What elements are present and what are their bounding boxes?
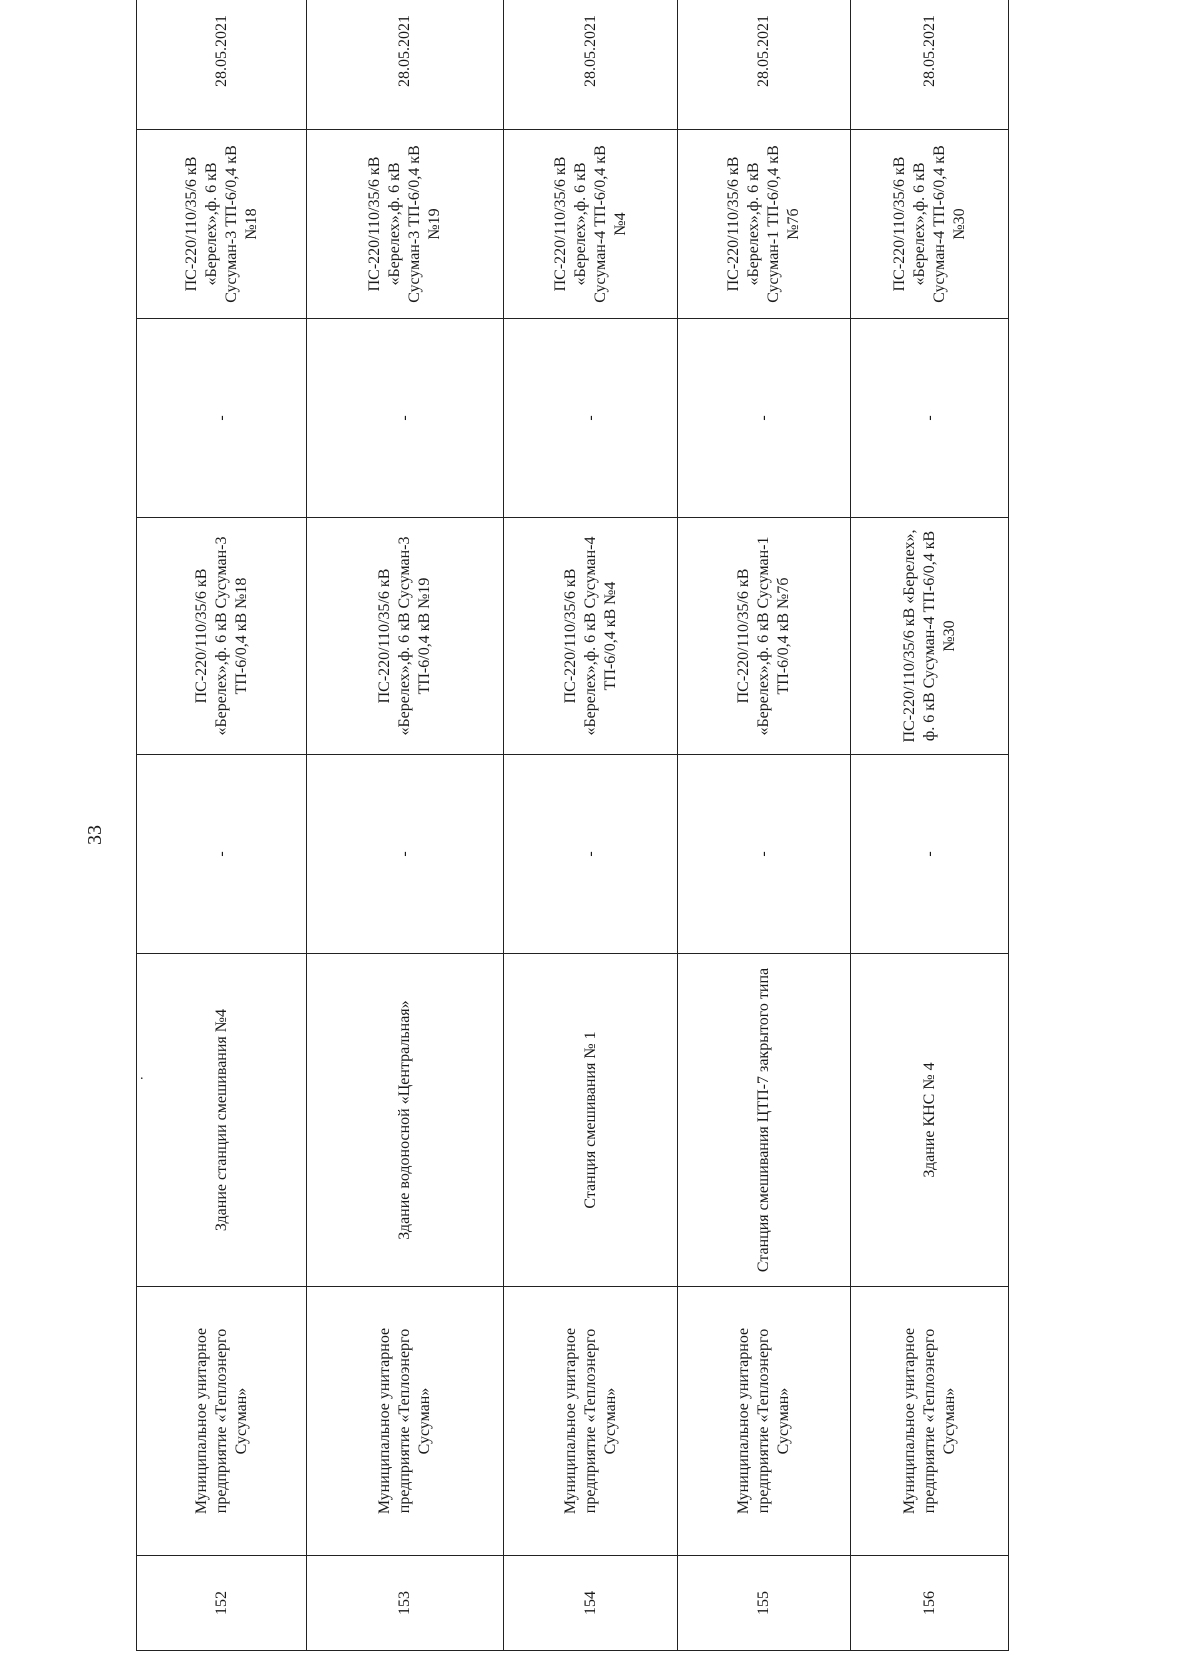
row-number: 156 (851, 1556, 1009, 1651)
empty-value-cell: - (307, 755, 504, 954)
object-name-cell: Станция смешивания ЦТП-7 закрытого типа (678, 954, 851, 1287)
table-row (307, 0, 504, 1651)
date-cell: 28.05.2021 (678, 0, 851, 130)
power-source-cell: ПС-220/110/35/6 кВ «Берелех»,ф. 6 кВ Сусуман-3 ТП-6/0,4 кВ №19 (307, 130, 504, 319)
date-cell: 28.05.2021 (307, 0, 504, 130)
empty-value-cell: - (851, 319, 1009, 518)
organization-cell: Муниципальное унитарное предприятие «Теплоэнерго Сусуман» (137, 1287, 307, 1556)
power-source-cell: ПС-220/110/35/6 кВ «Берелех»,ф. 6 кВ Сусуман-4 ТП-6/0,4 кВ №30 (851, 130, 1009, 319)
empty-value-cell: - (307, 319, 504, 518)
object-name-cell: Станция смешивания № 1 (504, 954, 678, 1287)
organization-cell: Муниципальное унитарное предприятие «Теплоэнерго Сусуман» (851, 1287, 1009, 1556)
empty-value-cell: - (137, 755, 307, 954)
power-source-cell: ПС-220/110/35/6 кВ «Берелех»,ф. 6 кВ Сусуман-4 ТП-6/0,4 кВ №4 (504, 130, 678, 319)
row-number: 153 (307, 1556, 504, 1651)
table-row (504, 0, 678, 1651)
power-source-cell: ПС-220/110/35/6 кВ «Берелех», ф. 6 кВ Сусуман-4 ТП-6/0,4 кВ №30 (851, 518, 1009, 755)
power-source-cell: ПС-220/110/35/6 кВ «Берелех»,ф. 6 кВ Сусуман-3 ТП-6/0,4 кВ №18 (137, 518, 307, 755)
empty-value-cell: - (137, 319, 307, 518)
table-row (678, 0, 851, 1651)
power-source-cell: ПС-220/110/35/6 кВ «Берелех»,ф. 6 кВ Сусуман-3 ТП-6/0,4 кВ №18 (137, 130, 307, 319)
empty-value-cell: - (678, 319, 851, 518)
power-source-cell: ПС-220/110/35/6 кВ «Берелех»,ф. 6 кВ Сусуман-1 ТП-6/0,4 кВ №7б (678, 518, 851, 755)
date-cell: 28.05.2021 (851, 0, 1009, 130)
power-source-cell: ПС-220/110/35/6 кВ «Берелех»,ф. 6 кВ Сусуман-3 ТП-6/0,4 кВ №19 (307, 518, 504, 755)
date-cell: 28.05.2021 (137, 0, 307, 130)
row-number: 154 (504, 1556, 678, 1651)
row-number: 155 (678, 1556, 851, 1651)
row-number: 152 (137, 1556, 307, 1651)
registry-table (136, 0, 1009, 1651)
object-name-cell: Здание КНС № 4 (851, 954, 1009, 1287)
organization-cell: Муниципальное унитарное предприятие «Теплоэнерго Сусуман» (678, 1287, 851, 1556)
object-name-cell: Здание станции смешивания №4 (137, 954, 307, 1287)
empty-value-cell: - (504, 319, 678, 518)
stray-mark: . (140, 1068, 144, 1083)
power-source-cell: ПС-220/110/35/6 кВ «Берелех»,ф. 6 кВ Сусуман-4 ТП-6/0,4 кВ №4 (504, 518, 678, 755)
organization-cell: Муниципальное унитарное предприятие «Теплоэнерго Сусуман» (504, 1287, 678, 1556)
date-cell: 28.05.2021 (504, 0, 678, 130)
power-source-cell: ПС-220/110/35/6 кВ «Берелех»,ф. 6 кВ Сусуман-1 ТП-6/0,4 кВ №7б (678, 130, 851, 319)
page-number: 33 (84, 825, 106, 845)
empty-value-cell: - (851, 755, 1009, 954)
empty-value-cell: - (504, 755, 678, 954)
table-row (137, 0, 307, 1651)
registry-table-container (136, 15, 1008, 1651)
organization-cell: Муниципальное унитарное предприятие «Теплоэнерго Сусуман» (307, 1287, 504, 1556)
object-name-cell: Здание водоносной «Центральная» (307, 954, 504, 1287)
empty-value-cell: - (678, 755, 851, 954)
table-row (851, 0, 1009, 1651)
